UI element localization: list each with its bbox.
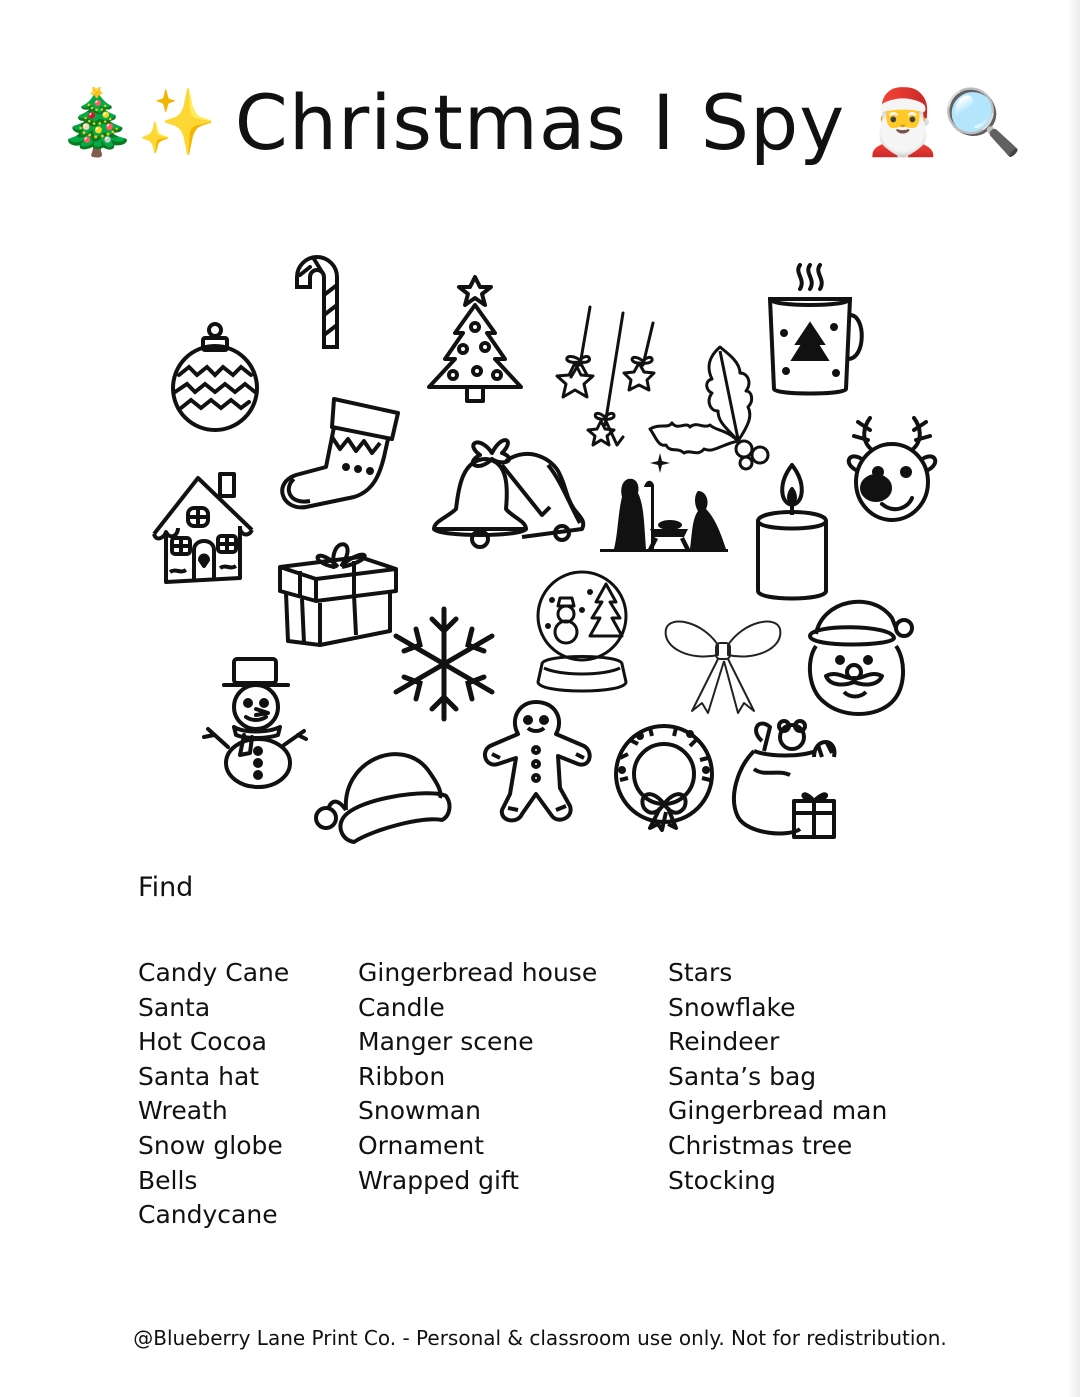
word-item: Manger scene xyxy=(358,1027,534,1057)
holly-icon xyxy=(648,345,773,470)
word-item: Hot Cocoa xyxy=(138,1027,267,1057)
santa-icon xyxy=(802,590,920,720)
word-item: Candy Cane xyxy=(138,958,290,987)
word-item: Candycane xyxy=(138,1200,278,1230)
word-item: Reindeer xyxy=(668,1027,780,1057)
word-item: Snow globe xyxy=(138,1130,283,1160)
gingerbread-house-icon xyxy=(148,468,260,590)
santa-hat-icon xyxy=(312,740,452,845)
wreath-icon xyxy=(610,722,718,832)
bells-icon xyxy=(430,425,590,550)
word-item: Bells xyxy=(138,1165,198,1195)
word-item: Gingerbread man xyxy=(668,1096,888,1126)
word-item: Santa xyxy=(138,992,211,1022)
word-item: Snowflake xyxy=(668,992,796,1022)
word-item: Christmas tree xyxy=(668,1130,853,1160)
santa-magnifier-emoji: 🎅🔍 xyxy=(863,85,1023,160)
gingerbread-man-icon xyxy=(480,698,592,826)
copyright-footer: @Blueberry Lane Print Co. - Personal & classroom use only. Not for redistribution. xyxy=(133,1326,947,1350)
christmas-tree-icon xyxy=(425,275,525,405)
wrapped-gift-icon xyxy=(276,527,401,647)
candy-cane-icon xyxy=(292,237,372,357)
word-item: Gingerbread house xyxy=(358,958,598,987)
find-heading: Find xyxy=(138,872,194,903)
title-text: Christmas I Spy xyxy=(234,78,846,167)
snowman-icon xyxy=(200,655,310,790)
word-item: Santa hat xyxy=(138,1061,260,1091)
snow-globe-icon xyxy=(530,570,635,695)
word-item: Candle xyxy=(358,992,445,1022)
tree-sparkles-emoji: 🎄✨ xyxy=(57,85,217,160)
word-item: Stars xyxy=(668,958,733,987)
ornament-icon xyxy=(165,320,265,435)
word-item: Wreath xyxy=(138,1096,228,1126)
word-list-column-2 xyxy=(358,956,597,1198)
ribbon-icon xyxy=(662,615,784,715)
word-item: Ribbon xyxy=(358,1061,446,1091)
word-item: Wrapped gift xyxy=(358,1165,520,1195)
word-list-column-1 xyxy=(138,956,289,1233)
stocking-icon xyxy=(276,387,406,512)
candle-icon xyxy=(752,463,832,603)
page-title xyxy=(0,78,1080,167)
word-item: Snowman xyxy=(358,1096,481,1126)
word-item: Stocking xyxy=(668,1165,776,1195)
picture-area xyxy=(0,225,1080,855)
manger-scene-icon xyxy=(600,453,728,553)
reindeer-icon xyxy=(842,400,942,525)
word-list-column-3 xyxy=(668,956,887,1198)
word-item: Ornament xyxy=(358,1130,485,1160)
word-item: Santa’s bag xyxy=(668,1061,817,1091)
santas-bag-icon xyxy=(730,717,842,842)
hot-cocoa-icon xyxy=(762,263,872,403)
